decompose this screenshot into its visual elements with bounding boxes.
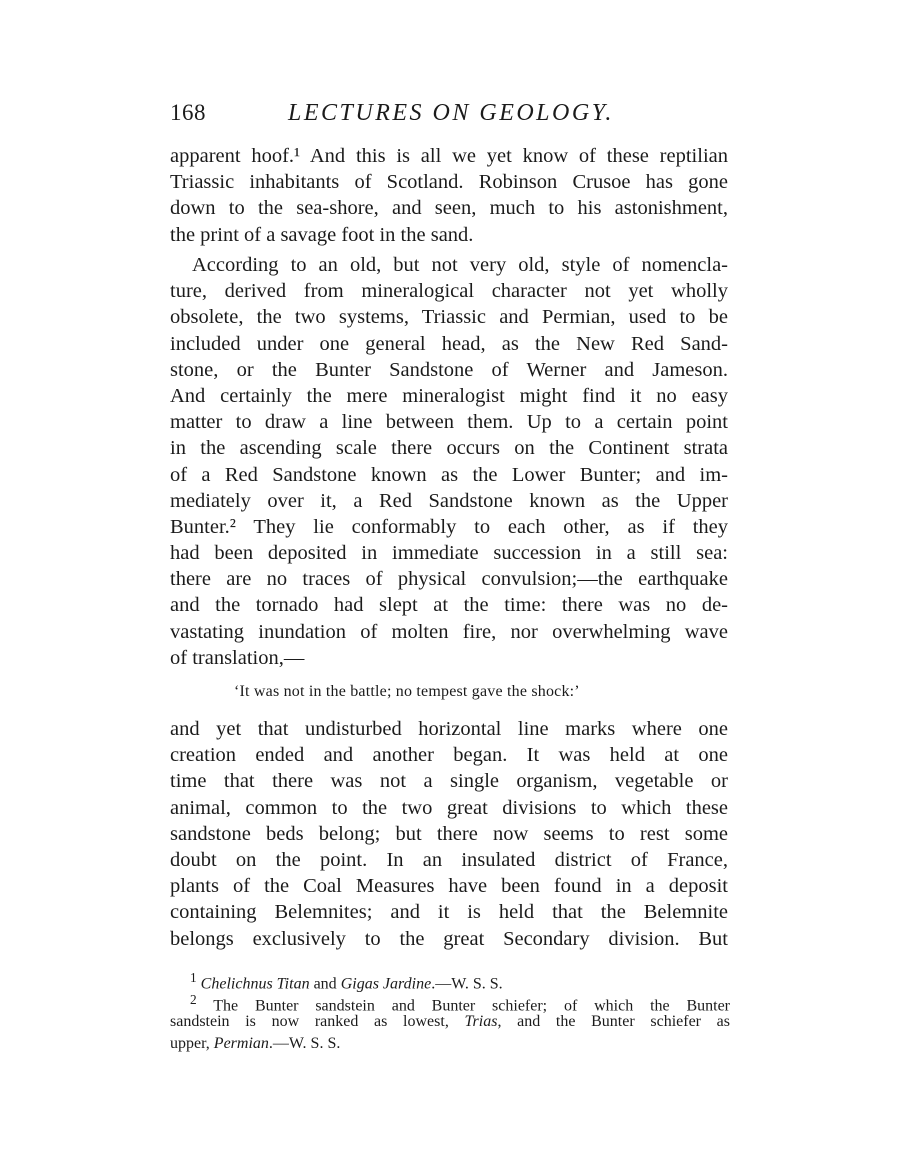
text-line: and yet that undisturbed horizontal line marks where one: [170, 718, 728, 740]
footnote-marker: 1: [190, 970, 197, 985]
text-line: in the ascending scale there occurs on the Continent strata: [170, 437, 728, 460]
footnote-1: [170, 967, 730, 993]
text-line: sandstone beds belong; but there now seems to rest some: [170, 822, 728, 845]
text-line: containing Belemnites; and it is held that the Belemnite: [170, 901, 728, 924]
footnote-2-line: [170, 1011, 730, 1033]
footnote-2-line: [170, 1033, 730, 1055]
footnote-attribution: .—W. S. S.: [431, 975, 503, 993]
text-line: According to an old, but not very old, style of nomencla-: [192, 254, 728, 276]
footnote-text: , and the Bunter schiefer as: [497, 1013, 731, 1030]
text-line: And certainly the mere mineralogist might find it no easy: [170, 384, 728, 407]
footnote-text: and: [309, 975, 341, 993]
footnote-marker: 2: [190, 992, 197, 1007]
text-line: vastating inundation of molten fire, nor overwhelming wave: [170, 620, 728, 643]
footnote-genus: Gigas Jardine: [340, 975, 432, 993]
text-line: plants of the Coal Measures have been found in a deposit: [170, 875, 728, 898]
text-line: obsolete, the two systems, Triassic and Permian, used to be: [170, 306, 728, 329]
text-line: creation ended and another began. It was held at one: [170, 744, 728, 767]
text-line: had been deposited in immediate succession in a still sea:: [170, 542, 728, 565]
text-line: the print of a savage foot in the sand.: [170, 223, 474, 246]
text-line: matter to draw a line between them. Up to a certain point: [170, 411, 728, 434]
footnote-text: sandstein is now ranked as lowest,: [170, 1013, 465, 1030]
text-line: and the tornado had slept at the time: there was no de-: [170, 594, 728, 617]
running-title: LECTURES ON GEOLOGY.: [288, 100, 614, 126]
text-line: doubt on the point. In an insulated district of France,: [170, 848, 728, 871]
page-header: [170, 100, 730, 136]
footnote-text: The Bunter sandstein and Bunter schiefer; of which the Bunter: [213, 997, 731, 1015]
footnote-emphasis: Trias: [464, 1013, 498, 1030]
block-quote: ‘It was not in the battle; no tempest gave the shock:’: [234, 683, 580, 700]
text-line: of translation,—: [170, 646, 305, 669]
footnote-text: upper,: [170, 1035, 214, 1052]
paragraph-nomenclature: [170, 252, 728, 671]
footnote-2: [170, 989, 731, 1015]
footnote-genus: Chelichnus Titan: [200, 975, 310, 993]
paragraph-continuation: [170, 143, 728, 248]
text-line: of a Red Sandstone known as the Lower Bunter; and im-: [170, 463, 728, 486]
text-line: included under one general head, as the New Red Sand-: [170, 332, 728, 355]
text-line: there are no traces of physical convulsion;—the earthquake: [170, 568, 728, 591]
text-line: Bunter.² They lie conformably to each other, as if they: [170, 515, 728, 538]
footnote-attribution: .—W. S. S.: [268, 1035, 341, 1052]
footnotes: [170, 967, 730, 1055]
text-line: time that there was not a single organism, vegetable or: [170, 770, 728, 793]
paragraph-creation: [170, 716, 728, 952]
text-line: down to the sea-shore, and seen, much to his astonishment,: [170, 197, 728, 220]
text-line: belongs exclusively to the great Secondary division. But: [170, 927, 728, 950]
text-line: apparent hoof.¹ And this is all we yet know of these reptilian: [170, 145, 728, 167]
footnote-emphasis: Permian: [213, 1035, 269, 1052]
text-line: mediately over it, a Red Sandstone known as the Upper: [170, 489, 728, 512]
page-number: 168: [170, 100, 206, 125]
text-line: Triassic inhabitants of Scotland. Robinson Crusoe has gone: [170, 171, 728, 194]
text-line: stone, or the Bunter Sandstone of Werner and Jameson.: [170, 358, 728, 381]
text-line: ture, derived from mineralogical character not yet wholly: [170, 280, 728, 303]
text-line: animal, common to the two great divisions to which these: [170, 796, 728, 819]
